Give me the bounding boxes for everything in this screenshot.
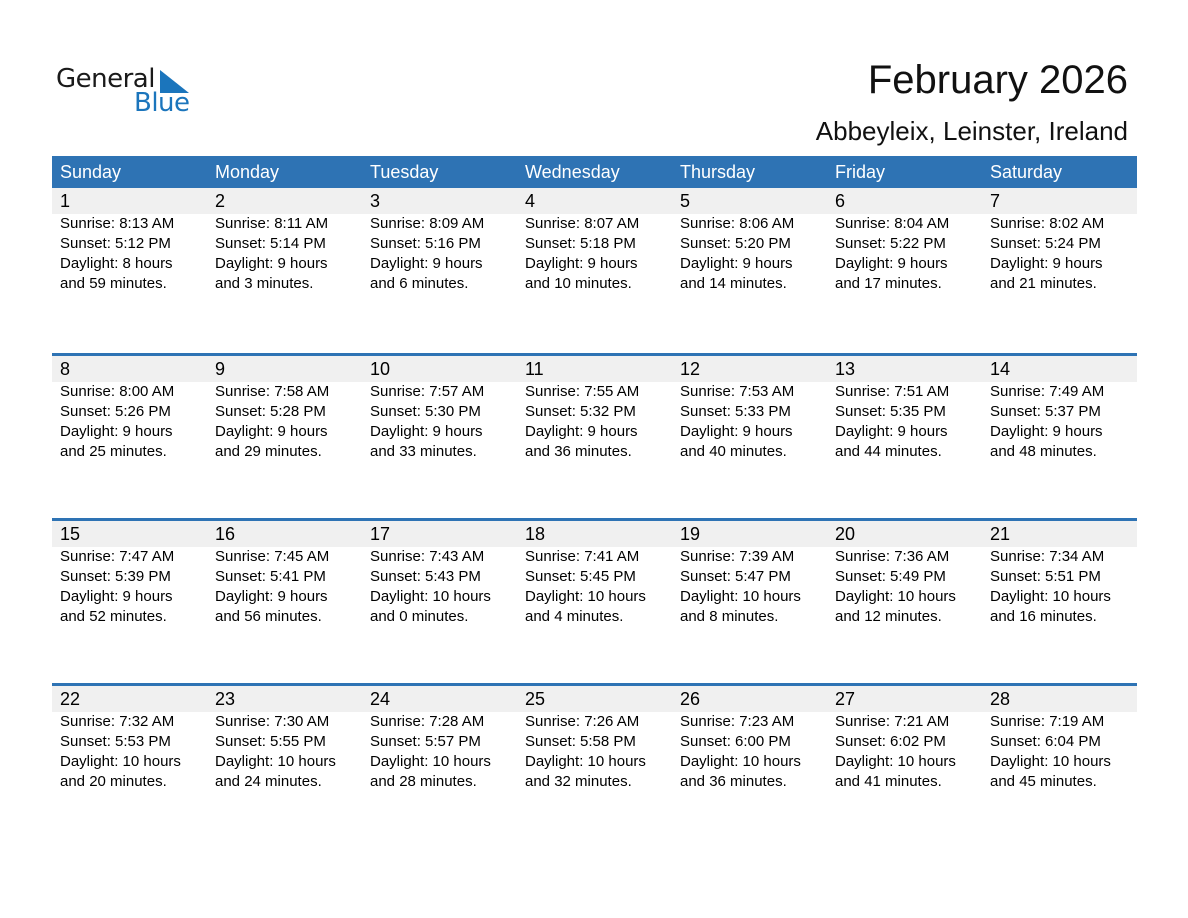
day-number: 5 [680,191,691,211]
logo-word-general: General [56,64,155,94]
sunset-text: Sunset: 5:43 PM [370,568,481,585]
days-row [52,188,1137,294]
day-number: 23 [215,689,236,709]
daylight-text: Daylight: 10 hours [370,588,491,605]
day-number: 26 [680,689,701,709]
daylight-minutes-text: and 25 minutes. [60,443,167,460]
sunrise-text: Sunrise: 8:13 AM [60,215,175,232]
daylight-text: Daylight: 9 hours [680,423,793,440]
day-number: 13 [835,359,856,379]
daylight-text: Daylight: 9 hours [525,255,638,272]
sunrise-text: Sunrise: 8:04 AM [835,215,950,232]
daylight-minutes-text: and 28 minutes. [370,773,477,790]
sunrise-text: Sunrise: 7:55 AM [525,383,640,400]
day-cell [982,521,1137,627]
day-cell [827,686,982,792]
sunrise-text: Sunrise: 7:51 AM [835,383,950,400]
daylight-minutes-text: and 52 minutes. [60,608,167,625]
sunrise-text: Sunrise: 8:09 AM [370,215,485,232]
daylight-minutes-text: and 36 minutes. [525,443,632,460]
weekday-tuesday: Tuesday [370,162,439,182]
day-cell [52,686,207,792]
day-number: 3 [370,191,381,211]
day-cell [52,188,207,294]
daylight-text: Daylight: 9 hours [835,255,948,272]
sunrise-text: Sunrise: 7:47 AM [60,548,175,565]
weekday-thursday: Thursday [680,162,756,182]
sunset-text: Sunset: 5:14 PM [215,235,326,252]
daylight-text: Daylight: 9 hours [525,423,638,440]
sunset-text: Sunset: 5:35 PM [835,403,946,420]
day-cell [207,521,362,627]
sunset-text: Sunset: 5:39 PM [60,568,171,585]
daylight-text: Daylight: 10 hours [370,753,491,770]
day-number: 9 [215,359,226,379]
day-cell [517,686,672,792]
page-title: February 2026 [867,58,1128,102]
days-row [52,686,1137,792]
sunset-text: Sunset: 5:16 PM [370,235,481,252]
sunrise-text: Sunrise: 8:00 AM [60,383,175,400]
day-cell [52,356,207,462]
sunrise-text: Sunrise: 7:21 AM [835,713,950,730]
daylight-minutes-text: and 32 minutes. [525,773,632,790]
sunrise-text: Sunrise: 8:02 AM [990,215,1105,232]
day-cell [827,521,982,627]
day-cell [207,686,362,792]
daylight-minutes-text: and 33 minutes. [370,443,477,460]
day-cell [517,356,672,462]
day-number: 25 [525,689,546,709]
day-cell [517,188,672,294]
sunset-text: Sunset: 5:57 PM [370,733,481,750]
sunset-text: Sunset: 5:58 PM [525,733,636,750]
daylight-minutes-text: and 6 minutes. [370,275,469,292]
daylight-minutes-text: and 45 minutes. [990,773,1097,790]
sunrise-text: Sunrise: 7:41 AM [525,548,640,565]
sunset-text: Sunset: 5:33 PM [680,403,791,420]
sunset-text: Sunset: 5:53 PM [60,733,171,750]
day-cell [362,521,517,627]
daylight-minutes-text: and 8 minutes. [680,608,779,625]
sunset-text: Sunset: 6:02 PM [835,733,946,750]
sunrise-text: Sunrise: 7:43 AM [370,548,485,565]
day-number: 14 [990,359,1011,379]
daylight-minutes-text: and 29 minutes. [215,443,322,460]
generalblue-logo [56,64,196,120]
daylight-minutes-text: and 3 minutes. [215,275,314,292]
daylight-minutes-text: and 36 minutes. [680,773,787,790]
sunset-text: Sunset: 5:20 PM [680,235,791,252]
day-number: 4 [525,191,536,211]
weekday-header-row [52,156,1137,188]
sunrise-text: Sunrise: 7:28 AM [370,713,485,730]
day-number: 22 [60,689,81,709]
day-cell [982,188,1137,294]
location-subtitle: Abbeyleix, Leinster, Ireland [815,116,1128,146]
daylight-text: Daylight: 10 hours [60,753,181,770]
daylight-text: Daylight: 9 hours [835,423,948,440]
days-row [52,521,1137,627]
daylight-text: Daylight: 10 hours [835,753,956,770]
daylight-minutes-text: and 59 minutes. [60,275,167,292]
daylight-text: Daylight: 9 hours [370,423,483,440]
sunset-text: Sunset: 6:04 PM [990,733,1101,750]
sunrise-text: Sunrise: 7:34 AM [990,548,1105,565]
day-number: 1 [60,191,71,211]
daylight-text: Daylight: 9 hours [370,255,483,272]
daylight-text: Daylight: 9 hours [215,255,328,272]
sunset-text: Sunset: 5:47 PM [680,568,791,585]
daylight-text: Daylight: 9 hours [215,588,328,605]
sunrise-text: Sunrise: 7:23 AM [680,713,795,730]
weeks-container [52,188,1137,848]
sunrise-text: Sunrise: 7:53 AM [680,383,795,400]
day-number: 19 [680,524,701,544]
day-cell [982,356,1137,462]
sunrise-text: Sunrise: 7:36 AM [835,548,950,565]
daylight-text: Daylight: 9 hours [680,255,793,272]
day-cell [827,188,982,294]
daylight-text: Daylight: 9 hours [60,423,173,440]
daylight-minutes-text: and 14 minutes. [680,275,787,292]
daylight-minutes-text: and 41 minutes. [835,773,942,790]
day-cell [672,686,827,792]
sunset-text: Sunset: 5:26 PM [60,403,171,420]
day-number: 7 [990,191,1001,211]
day-number: 27 [835,689,856,709]
sunset-text: Sunset: 5:51 PM [990,568,1101,585]
calendar-grid [52,156,1137,848]
day-number: 2 [215,191,226,211]
weekday-wednesday: Wednesday [525,162,620,182]
daylight-minutes-text: and 16 minutes. [990,608,1097,625]
day-cell [827,356,982,462]
daylight-text: Daylight: 10 hours [680,753,801,770]
sunset-text: Sunset: 5:49 PM [835,568,946,585]
day-number: 10 [370,359,391,379]
week-row [52,188,1137,353]
sunrise-text: Sunrise: 8:11 AM [215,215,329,232]
sunset-text: Sunset: 5:30 PM [370,403,481,420]
daylight-text: Daylight: 10 hours [215,753,336,770]
week-row [52,683,1137,848]
day-number: 21 [990,524,1011,544]
sunset-text: Sunset: 5:22 PM [835,235,946,252]
day-number: 17 [370,524,391,544]
weekday-monday: Monday [215,162,280,182]
sunrise-text: Sunrise: 7:49 AM [990,383,1105,400]
daylight-text: Daylight: 10 hours [525,588,646,605]
day-number: 24 [370,689,391,709]
daylight-minutes-text: and 4 minutes. [525,608,624,625]
weekday-saturday: Saturday [990,162,1063,182]
day-cell [207,356,362,462]
sunrise-text: Sunrise: 7:58 AM [215,383,330,400]
sunset-text: Sunset: 5:24 PM [990,235,1101,252]
day-number: 6 [835,191,846,211]
sunrise-text: Sunrise: 8:06 AM [680,215,795,232]
sunset-text: Sunset: 5:41 PM [215,568,326,585]
daylight-minutes-text: and 20 minutes. [60,773,167,790]
daylight-text: Daylight: 9 hours [990,255,1103,272]
day-number: 16 [215,524,236,544]
week-row [52,518,1137,683]
sunset-text: Sunset: 5:18 PM [525,235,636,252]
daylight-minutes-text: and 56 minutes. [215,608,322,625]
sunset-text: Sunset: 5:12 PM [60,235,171,252]
day-number: 12 [680,359,701,379]
sunset-text: Sunset: 5:37 PM [990,403,1101,420]
day-number: 8 [60,359,71,379]
daylight-minutes-text: and 40 minutes. [680,443,787,460]
day-cell [672,521,827,627]
day-cell [207,188,362,294]
days-row [52,356,1137,462]
day-number: 20 [835,524,856,544]
sunset-text: Sunset: 5:28 PM [215,403,326,420]
day-cell [982,686,1137,792]
sunrise-text: Sunrise: 7:39 AM [680,548,795,565]
day-cell [52,521,207,627]
sunrise-text: Sunrise: 7:30 AM [215,713,330,730]
daylight-text: Daylight: 10 hours [990,588,1111,605]
sunrise-text: Sunrise: 7:32 AM [60,713,175,730]
sunset-text: Sunset: 5:55 PM [215,733,326,750]
sunrise-text: Sunrise: 7:45 AM [215,548,330,565]
daylight-text: Daylight: 10 hours [990,753,1111,770]
sunset-text: Sunset: 5:45 PM [525,568,636,585]
week-row [52,353,1137,518]
weekday-sunday: Sunday [60,162,122,182]
daylight-minutes-text: and 17 minutes. [835,275,942,292]
sunset-text: Sunset: 5:32 PM [525,403,636,420]
day-number: 28 [990,689,1011,709]
daylight-minutes-text: and 48 minutes. [990,443,1097,460]
daylight-minutes-text: and 0 minutes. [370,608,469,625]
day-number: 11 [525,359,544,379]
sunrise-text: Sunrise: 7:57 AM [370,383,485,400]
daylight-minutes-text: and 10 minutes. [525,275,632,292]
day-cell [362,356,517,462]
daylight-text: Daylight: 8 hours [60,255,173,272]
daylight-text: Daylight: 9 hours [60,588,173,605]
sunrise-text: Sunrise: 7:26 AM [525,713,640,730]
logo-word-blue: Blue [134,88,190,118]
daylight-minutes-text: and 12 minutes. [835,608,942,625]
daylight-minutes-text: and 21 minutes. [990,275,1097,292]
daylight-minutes-text: and 44 minutes. [835,443,942,460]
daylight-text: Daylight: 10 hours [835,588,956,605]
sunrise-text: Sunrise: 7:19 AM [990,713,1105,730]
daylight-text: Daylight: 10 hours [525,753,646,770]
day-number: 15 [60,524,81,544]
day-cell [672,356,827,462]
day-cell [362,188,517,294]
daylight-minutes-text: and 24 minutes. [215,773,322,790]
sunrise-text: Sunrise: 8:07 AM [525,215,640,232]
day-cell [362,686,517,792]
day-number: 18 [525,524,546,544]
daylight-text: Daylight: 9 hours [990,423,1103,440]
sunset-text: Sunset: 6:00 PM [680,733,791,750]
daylight-text: Daylight: 10 hours [680,588,801,605]
day-cell [672,188,827,294]
daylight-text: Daylight: 9 hours [215,423,328,440]
weekday-friday: Friday [835,162,886,182]
day-cell [517,521,672,627]
